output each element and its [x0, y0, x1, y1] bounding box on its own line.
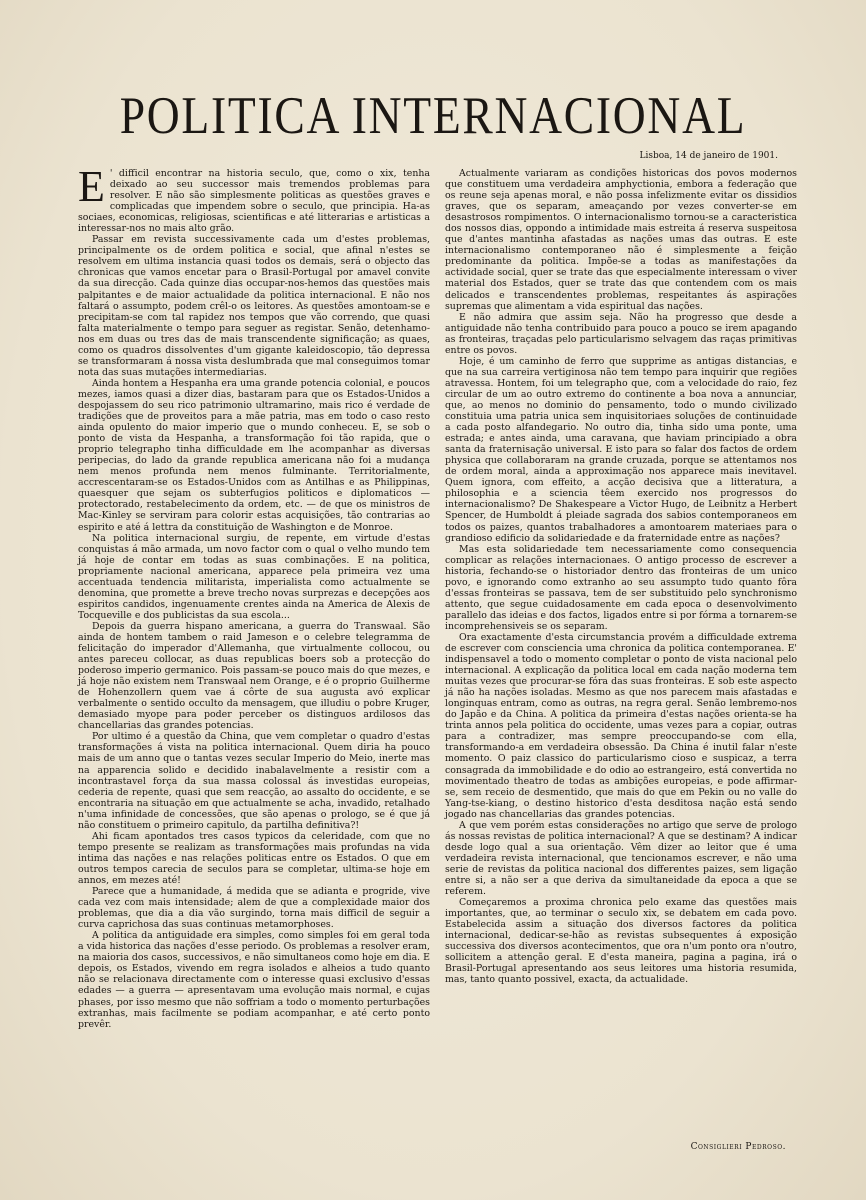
dateline: Lisboa, 14 de janeiro de 1901. [639, 151, 778, 161]
drop-cap: E [78, 162, 105, 211]
author-signature: Consiglieri Pedroso. [690, 1142, 786, 1152]
paragraph: Depois da guerra hispano americana, a guerra do Transwaal. São ainda de hontem tambem o raid Jameson e o celebre telegramma de felicitação do imperador d'Allemanha, que virtualmente collocou, ou antes pareceu collocar, as duas republicas boers sob a protecção do poderoso imperio germanico. Pois passam-se pouco mais do que mezes, e já hoje não existem nem Transwaal nem Orange, e é o proprio Guilherme de Hohenzollern quem vae á côrte de sua augusta avó explicar verbalmente o sentido occulto da mensagem, que illudiu o pobre Kruger, demasiado myope para poder perceber os distinguos ardilosos das chancellarias das grandes potencias. [78, 620, 430, 732]
paragraph: Hoje, é um caminho de ferro que supprime as antigas distancias, e que na sua carreira vertiginosa não tem tempo para inquirir que regiões atravessa. Hontem, foi um telegrapho que, com a velocidade do raio, fez circular de um ao outro extremo do continente a boa nova a annunciar, que, ao menos no dominio do pensamento, todo o mundo civilizado constituia uma patria unica sem inquisitoriaes soluções de continuidade a cada posto alfandegario. No outro dia, tinha sido uma ponte, uma estrada; e antes ainda, uma caravana, que haviam principiado a obra santa da fraternisação universal. E isto para so falar dos factos de ordem physica que collaboraram na grande cruzada, porque se attentamos nos de ordem moral, ainda a approximação nos apparece mais inevitavel. Quem ignora, com effeito, a acção decisiva que a litteratura, a philosophia e a sciencia têem exercido nos progressos do internacionalismo? De Shakespeare a Victor Hugo, de Leibnitz a Herbert Spencer, de Humboldt á pleiade sagrada dos sabios contemporaneos em todos os paizes, quantos trabalhadores a amontoarem materiaes para o grandioso edificio da solidariedade e da fraternidade entre as nações? [445, 355, 797, 544]
paragraph: E ' difficil encontrar na historia seculo, que, como o xix, tenha deixado ao seu successor mais tremendos problemas para resolver. E não são simplesmente politicas as questões graves e complicadas que impendem sobre o seculo, que principia. Ha-as sociaes, economicas, religiosas, scientificas e até litterarias e artisticas a interessar-nos no mais alto grão. [78, 162, 430, 235]
paragraph: Ahi ficam apontados tres casos typicos da celeridade, com que no tempo presente se realizam as transformações mais profundas na vida intima das nações e nas relações politicas entre os Estados. O que em outros tempos carecia de seculos para se completar, ultima-se hoje em annos, em mezes até! [78, 830, 430, 886]
article-title: POLITICA INTERNACIONAL [119, 87, 747, 145]
paragraph: Actualmente variaram as condições historicas dos povos modernos que constituem uma verdadeira amphyctionia, embora a federação que os reune seja apenas moral, e não possa infelizmente evitar os dissidios graves, que os separam, ameaçando por vezes converter-se em desastrosos rompimentos. O internacionalismo tornou-se a caracteristica dos nossos dias, oppondo a intimidade mais estreita á reserva suspeitosa que d'antes mantinha afastadas as nações umas das outras. E este internacionalismo contemporaneo não é simplesmente a feição predominante da politica. Impõe-se a todas as manifestações da actividade social, quer se trate das que especialmente interessam o viver material dos Estados, quer se trate das que contendem com os mais delicados e transcendentes problemas, respeitantes ás aspirações supremas que alimentam a vida espiritual das nações. [445, 168, 797, 312]
paragraph: Ainda hontem a Hespanha era uma grande potencia colonial, e poucos mezes, iamos quasi a dizer dias, bastaram para que os Estados-Unidos a despojassem do seu rico patrimonio ultramarino, mais rico é verdade de tradições que de proveitos para a mãe patria, mas em todo o caso resto ainda opulento do maior imperio que o mundo conheceu. E, se sob o ponto de vista da Hespanha, a transformação foi tão rapida, que o proprio telegrapho tinha difficuldade em lhe acompanhar as diversas peripecias, do lado da grande republica americana não foi a mudança nem menos profunda nem menos fulminante. Territorialmente, accrescentaram-se os Estados-Unidos com as Antilhas e as Philippinas, quaesquer que sejam os subterfugios politicos e diplomaticos — protectorado, restabelecimento da ordem, etc. — de que os ministros de Mac-Kinley se serviram para colorir estas acquisições, tão contrarias ao espirito e até á lettra da constituição de Washington e de Monroe. [78, 377, 430, 533]
right-column [445, 168, 797, 985]
paragraph: Mas esta solidariedade tem necessariamente como consequencia complicar as relações internacionaes. O antigo processo de escrever a historia, fechando-se o historiador dentro das fronteiras de um unico povo, e ignorando como extranho ao seu assumpto tudo quanto fôra d'essas fronteiras se passava, tem de ser substituido pelo synchronismo attento, que segue cuidadosamente em cada epoca o desenvolvimento parallelo das ideias e dos factos, ligados entre si por fórma a tornarem-se incomprehensiveis se os separam. [445, 543, 797, 632]
paragraph: A que vem porém estas considerações no artigo que serve de prologo ás nossas revistas de politica internacional? A que se destinam? A indicar desde logo qual a sua orientação. Vêm dizer ao leitor que é uma verdadeira revista internacional, que tencionamos escrever, e não uma serie de revistas da politica nacional dos differentes paizes, sem ligação entre si, a não ser a que deriva da simultaneidade da epoca a que se referem. [445, 819, 797, 898]
paragraph: Ora exactamente d'esta circumstancia provém a difficuldade extrema de escrever com consciencia uma chronica da politica contemporanea. E' indispensavel a todo o momento completar o ponto de vista nacional pelo internacional. A explicação da politica local em cada nação moderna tem muitas vezes que procurar-se fóra das suas fronteiras. E sob este aspecto já não ha nações isoladas. Mesmo as que nos parecem mais afastadas e longinquas entram, como as outras, na regra geral. Senão lembremo-nos do Japão e da China. A politica da primeira d'estas nações orienta-se ha trinta annos pela politica do occidente, umas vezes para a copiar, outras para a contradizer, mas sempre preoccupando-se com ella, transformando-a em verdadeira obsessão. Da China é inutil falar n'este momento. O paiz classico do particularismo cioso e suspicaz, a terra consagrada da immobilidade e do odio ao estrangeiro, está convertida no movimentado theatro de todas as ambições europeias, e pode affirmar-se, sem receio de desmentido, que mais do que em Pekin ou no valle do Yang-tse-kiang, o destino historico d'esta desditosa nação está sendo jogado nas chancellarias das grandes potencias. [445, 631, 797, 820]
paragraph: Parece que a humanidade, á medida que se adianta e progride, vive cada vez com mais intensidade; alem de que a complexidade maior dos problemas, que dia a dia vão surgindo, torna mais difficil de seguir a curva caprichosa das suas continuas metamorphoses. [78, 886, 430, 931]
left-column [78, 162, 430, 1030]
paragraph: Na politica internacional surgiu, de repente, em virtude d'estas conquistas á mão armada, um novo factor com o qual o velho mundo tem já hoje de contar em todas as suas combinações. E na politica, propriamente nacional americana, apparece pela primeira vez uma accentuada tendencia militarista, imperialista como actualmente se denomina, que promette a breve trecho novas surprezas e decepções aos espiritos candidos, ingenuamente crentes ainda na America de Alexis de Tocqueville e dos publicistas da sua escola... [78, 532, 430, 621]
paragraph: E não admira que assim seja. Não ha progresso que desde a antiguidade não tenha contribuido para pouco a pouco se irem apagando as fronteiras, traçadas pelo particularismo selvagem das raças primitivas entre os povos. [445, 311, 797, 356]
paragraph: Passar em revista successivamente cada um d'estes problemas, principalmente os de ordem politica e social, que afinal n'estes se resolvem em ultima instancia quasi todos os demais, será o objecto das chronicas que vamos encetar para o Brasil-Portugal por amavel convite da sua direcção. Cada quinze dias occupar-nos-hemos das questões mais palpitantes e de maior actualidade da politica internacional. E não nos faltará o assumpto, podem crêl-o os leitores. As questões amontoam-se e precipitam-se com tal rapidez nos tempos que vão correndo, que quasi falta materialmente o tempo para seguer as registar. Senão, detenhamo-nos em duas ou tres das de mais transcendente significação; as quaes, como os quadros dissolventes d'um gigante kaleidoscopio, tão depressa se transformaram á nossa vista deslumbrada que mal conseguimos tomar nota das suas mutações intermediarias. [78, 234, 430, 378]
paragraph: Por ultimo é a questão da China, que vem completar o quadro d'estas transformações á vista na politica internacional. Quem diria ha pouco mais de um anno que o tantas vezes secular Imperio do Meio, inerte mas na apparencia solido e decidido inabalavelmente a resistir com a incontrastavel força da sua massa colossal ás investidas europeias, cederia de repente, quasi que sem reacção, ao assalto do occidente, e se encontraria na situação em que actualmente se acha, invadido, retalhado n'uma infinidade de concessões, que são apenas o prologo, se é que já não constituem o primeiro capitulo, da partilha definitiva?! [78, 731, 430, 831]
paragraph: Começaremos a proxima chronica pelo exame das questões mais importantes, que, ao terminar o seculo xix, se debatem em cada povo. Estabelecida assim a situação dos diversos factores da politica internacional, dedicar-se-hão as revistas subsequentes á exposição successiva dos diversos acontecimentos, que ora n'um ponto ora n'outro, sollicitem a attenção geral. E d'esta maneira, pagina a pagina, irá o Brasil-Portugal apresentando aos seus leitores uma historia resumida, mas, tanto quanto possivel, exacta, da actualidade. [445, 897, 797, 986]
paragraph: A politica da antiguidade era simples, como simples foi em geral toda a vida historica das nações d'esse periodo. Os problemas a resolver eram, na maioria dos casos, successivos, e não simultaneos como hoje em dia. E depois, os Estados, vivendo em regra isolados e alheios a tudo quanto não se relacionava directamente com o interesse quasi exclusivo d'essas edades — a guerra — apresentavam uma evolução mais normal, e cujas phases, por isso mesmo que não soffriam a todo o momento perturbações extranhas, mais facilmente se podiam acompanhar, e até certo ponto prevêr. [78, 930, 430, 1030]
